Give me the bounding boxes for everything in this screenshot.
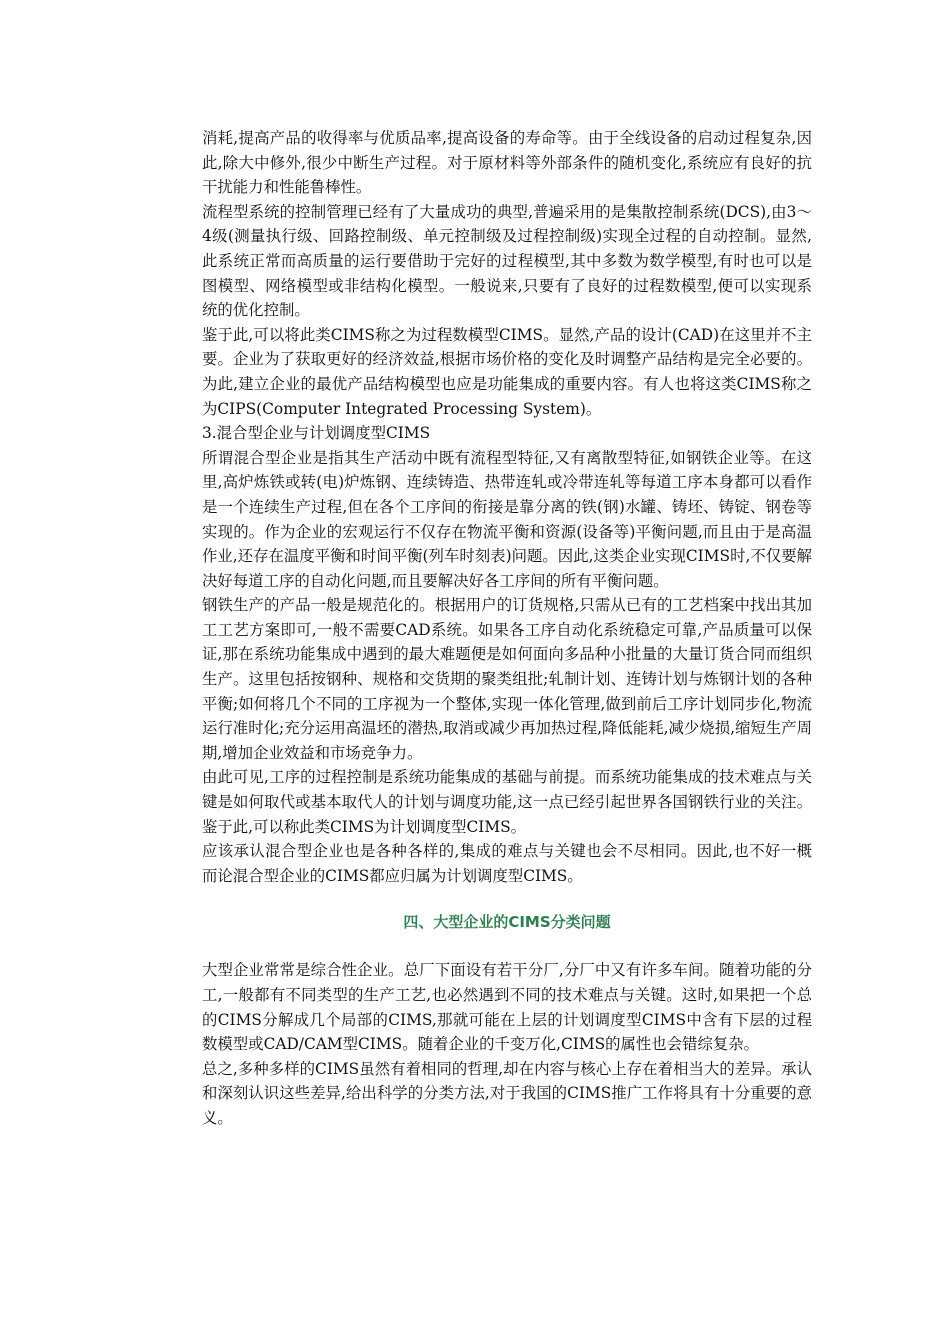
paragraph: 由此可见,工序的过程控制是系统功能集成的基础与前提。而系统功能集成的技术难点与关键是如何取代或基本取代人的计划与调度功能,这一点已经引起世界各国钢铁行业的关注。鉴于此,可以称此类CIMS为计划调度型CIMS。 xyxy=(202,768,812,836)
subheading: 3.混合型企业与计划调度型CIMS xyxy=(202,424,431,443)
paragraph: 鉴于此,可以将此类CIMS称之为过程数模型CIMS。显然,产品的设计(CAD)在这里并不主要。企业为了获取更好的经济效益,根据市场价格的变化及时调整产品结构是完全必要的。为此,建立企业的最优产品结构模型也应是功能集成的重要内容。有人也将这类CIMS称之为CIPS(Computer Integrated Processing System)。 xyxy=(202,325,812,418)
paragraph: 应该承认混合型企业也是各种各样的,集成的难点与关键也会不尽相同。因此,也不好一概而论混合型企业的CIMS都应归属为计划调度型CIMS。 xyxy=(202,842,812,885)
paragraph: 钢铁生产的产品一般是规范化的。根据用户的订货规格,只需从已有的工艺档案中找出其加工工艺方案即可,一般不需要CAD系统。如果各工序自动化系统稳定可靠,产品质量可以保证,那在系统功能集成中遇到的最大难题便是如何面向多品种小批量的大量订货合同而组织生产。这里包括按钢种、规格和交货期的聚类组批;轧制计划、连铸计划与炼钢计划的各种平衡;如何将几个不同的工序视为一个整体,实现一体化管理,做到前后工序计划同步化,物流运行准时化;充分运用高温坯的潜热,取消或减少再加热过程,降低能耗,减少烧损,缩短生产周期,增加企业效益和市场竞争力。 xyxy=(202,596,812,762)
section-title: 四、大型企业的CIMS分类问题 xyxy=(403,913,611,932)
paragraph: 所谓混合型企业是指其生产活动中既有流程型特征,又有离散型特征,如钢铁企业等。在这里,高炉炼铁或转(电)炉炼钢、连续铸造、热带连轧或冷带连轧等每道工序本身都可以看作是一个连续生产过程,但在各个工序间的衔接是靠分离的铁(钢)水罐、铸坯、铸锭、钢卷等实现的。作为企业的宏观运行不仅存在物流平衡和资源(设备等)平衡问题,而且由于是高温作业,还存在温度平衡和时间平衡(列车时刻表)问题。因此,这类企业实现CIMS时,不仅要解决好每道工序的自动化问题,而且要解决好各工序间的所有平衡问题。 xyxy=(202,448,812,590)
paragraph: 总之,多种多样的CIMS虽然有着相同的哲理,却在内容与核心上存在着相当大的差异。承认和深刻认识这些差异,给出科学的分类方法,对于我国的CIMS推广工作将具有十分重要的意义。 xyxy=(202,1059,812,1127)
paragraph: 大型企业常常是综合性企业。总厂下面设有若干分厂,分厂中又有许多车间。随着功能的分工,一般都有不同类型的生产工艺,也必然遇到不同的技术难点与关键。这时,如果把一个总的CIMS分解成几个局部的CIMS,那就可能在上层的计划调度型CIMS中含有下层的过程数模型或CAD/CAM型CIMS。随着企业的千变万化,CIMS的属性也会错综复杂。 xyxy=(202,961,812,1054)
paragraph: 流程型系统的控制管理已经有了大量成功的典型,普遍采用的是集散控制系统(DCS),由3～4级(测量执行级、回路控制级、单元控制级及过程控制级)实现全过程的自动控制。显然,此系统正常而高质量的运行要借助于完好的过程模型,其中多数为数学模型,有时也可以是图模型、网络模型或非结构化模型。一般说来,只要有了良好的过程数模型,便可以实现系统的优化控制。 xyxy=(202,202,812,320)
document-body xyxy=(202,126,812,1131)
paragraph: 消耗,提高产品的收得率与优质品率,提高设备的寿命等。由于全线设备的启动过程复杂,因此,除大中修外,很少中断生产过程。对于原材料等外部条件的随机变化,系统应有良好的抗干扰能力和性能鲁棒性。 xyxy=(202,129,812,197)
